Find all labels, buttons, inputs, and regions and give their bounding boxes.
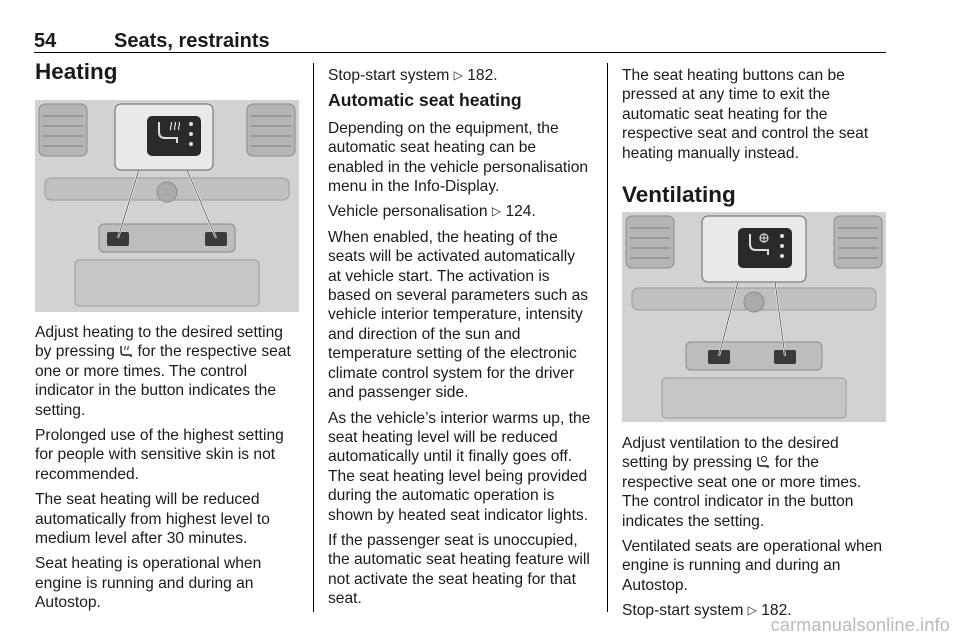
right-air-vent (834, 216, 882, 268)
seat-heat-icon (119, 344, 133, 358)
cross-reference-icon: ▷ (453, 68, 463, 82)
cross-reference-icon: ▷ (491, 204, 502, 219)
paragraph: As the vehicle’s interior warms up, the seat heating level will be reduced automatically until it finally goes off. The seat heating level being provided during the automatic operation is shown by heated seat indicator lights. (328, 409, 591, 524)
paragraph: Prolonged use of the highest setting for people with sensitive skin is not recommended. (35, 427, 284, 483)
paragraph: The seat heating will be reduced automatically from highest level to medium level after 30 minutes. (35, 491, 270, 548)
paragraph: If the passenger seat is unoccupied, the automatic seat heating feature will not activate the seat heating for that seat. (328, 531, 590, 608)
ventilating-text (622, 434, 888, 627)
text-span: Stop-start system (622, 602, 744, 620)
page-header (34, 30, 886, 52)
page-reference-link[interactable]: 124. (505, 203, 536, 221)
text-span: Stop-start system (328, 67, 450, 84)
column-automatic-seat-heating (328, 66, 592, 615)
paragraph: The seat heating buttons can be pressed at any time to exit the automatic seat heating for the respective seat and control the seat heating manually instead. (622, 67, 869, 162)
column-divider-2 (607, 63, 608, 612)
cross-reference-icon: ▷ (747, 603, 757, 618)
text-span: for the respective seat one or more times. The control indicator in the button indicates the setting. (622, 454, 862, 530)
column-ventilating (622, 66, 888, 208)
section-title: Seats, restraints (114, 30, 270, 52)
heading-ventilating: Ventilating (622, 182, 736, 208)
paragraph: When enabled, the heating of the seats will be activated automatically at vehicle start. The activation is based on several parameters such as vehicle interior temperature, intensity and direction of the sun and temperature setting of the electronic climate control system for the driver and passenger side. (328, 228, 589, 402)
button-magnified-inset (115, 104, 213, 170)
button-magnified-inset (702, 216, 806, 282)
paragraph (35, 323, 299, 420)
paragraph: Seat heating is operational when engine is running and during an Autostop. (35, 555, 262, 612)
text-span: Adjust ventilation to the desired setting by pressing (622, 435, 839, 472)
seat-ventilation-icon (756, 455, 770, 469)
column-divider-1 (313, 63, 314, 612)
heating-controls-photo (35, 100, 299, 312)
right-seat-heat-button (205, 232, 227, 246)
text-span: Adjust heating to the desired setting by pressing (35, 324, 283, 361)
paragraph (328, 202, 592, 221)
left-air-vent (626, 216, 674, 268)
header-rule (34, 52, 886, 53)
right-air-vent (247, 104, 295, 156)
paragraph: Depending on the equipment, the automatic seat heating can be enabled in the vehicle personalisation menu in the Info-Display. (328, 119, 589, 196)
page-reference-link[interactable]: 182. (467, 67, 498, 84)
column-heating (35, 59, 299, 84)
ventilation-controls-photo (622, 212, 886, 422)
left-seat-heat-button (107, 232, 129, 246)
page-number: 54 (34, 30, 57, 52)
text-span: for the respective seat one or more times. The control indicator in the button indicates the setting. (35, 343, 291, 419)
page-reference-link[interactable]: 182. (761, 602, 792, 620)
watermark: carmanualsonline.info (770, 615, 950, 635)
paragraph (328, 66, 592, 85)
left-air-vent (39, 104, 87, 156)
paragraph (622, 434, 888, 531)
paragraph: Ventilated seats are operational when engine is running and during an Autostop. (622, 538, 883, 594)
subheading-automatic-seat-heating: Automatic seat heating (328, 90, 522, 111)
heating-text (35, 323, 299, 619)
heading-heating: Heating (35, 59, 118, 84)
text-span: Vehicle personalisation (328, 203, 488, 221)
